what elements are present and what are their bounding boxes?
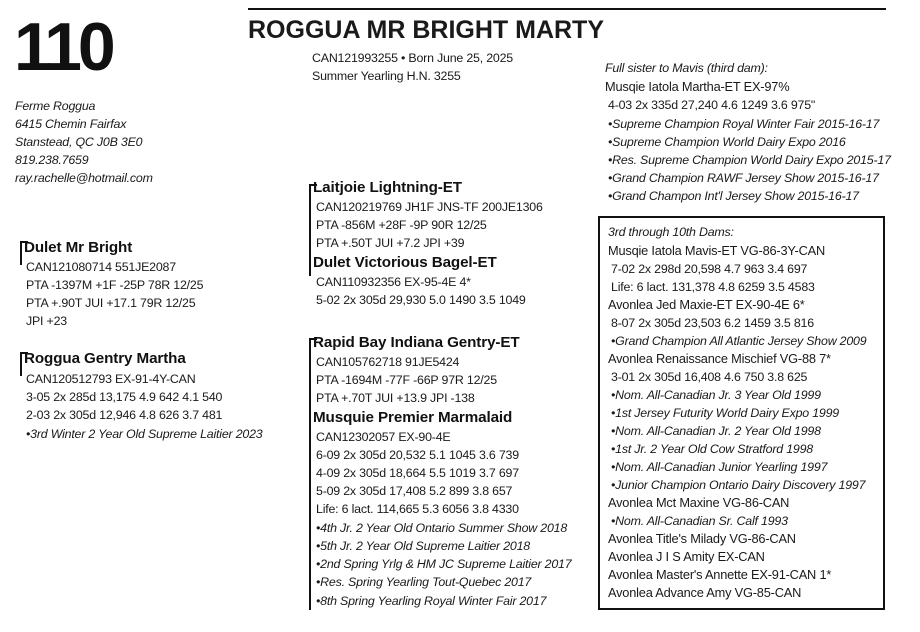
dam-entry-honor: •Grand Champion All Atlantic Jersey Show 2009 bbox=[611, 334, 867, 348]
consignor-phone: 819.238.7659 bbox=[15, 153, 89, 167]
full-sister-honor: •Supreme Champion Royal Winter Fair 2015-16-17 bbox=[608, 117, 880, 131]
dam-dam-name: Musquie Premier Marmalaid bbox=[313, 409, 513, 426]
dam-dam-line: 6-09 2x 305d 20,532 5.1 1045 3.6 739 bbox=[316, 448, 519, 462]
sire-dam-name: Dulet Victorious Bagel-ET bbox=[313, 254, 497, 271]
dam-dam-honor: •4th Jr. 2 Year Old Ontario Summer Show 2018 bbox=[316, 521, 568, 535]
dam-entry-name: Avonlea Advance Amy VG-85-CAN bbox=[608, 585, 802, 600]
sire-line: CAN121080714 551JE2087 bbox=[26, 260, 176, 274]
dam-entry-honor: •1st Jersey Futurity World Dairy Expo 1999 bbox=[611, 406, 840, 420]
full-sister-name: Musqie Iatola Martha-ET EX-97% bbox=[605, 79, 790, 94]
consignor-farm: Ferme Roggua bbox=[15, 99, 96, 113]
sire-dam-line: 5-02 2x 305d 29,930 5.0 1490 3.5 1049 bbox=[316, 293, 526, 307]
dam-sire-name: Rapid Bay Indiana Gentry-ET bbox=[313, 334, 520, 351]
consignor-street: 6415 Chemin Fairfax bbox=[15, 117, 127, 131]
dam-entry-name: Avonlea Mct Maxine VG-86-CAN bbox=[608, 495, 790, 510]
dam-line: 2-03 2x 305d 12,946 4.8 626 3.7 481 bbox=[26, 408, 223, 422]
dam-line: 3-05 2x 285d 13,175 4.9 642 4.1 540 bbox=[26, 390, 223, 404]
dam-entry-honor: •Nom. All-Canadian Jr. 3 Year Old 1999 bbox=[611, 388, 821, 402]
dam-entry-name: Avonlea J I S Amity EX-CAN bbox=[608, 549, 765, 564]
dam-entry-honor: •Nom. All-Canadian Sr. Calf 1993 bbox=[611, 514, 788, 528]
dam-dam-honor: •5th Jr. 2 Year Old Supreme Laitier 2018 bbox=[316, 539, 530, 553]
sire-sire-line: PTA +.50T JUI +7.2 JPI +39 bbox=[316, 236, 465, 250]
dam-sire-line: CAN105762718 91JE5424 bbox=[316, 355, 460, 369]
dams-box-heading: 3rd through 10th Dams: bbox=[608, 225, 734, 239]
dam-entry-honor: •1st Jr. 2 Year Old Cow Stratford 1998 bbox=[611, 442, 813, 456]
dam-entry-honor: •Junior Champion Ontario Dairy Discovery 1997 bbox=[611, 478, 866, 492]
class-line: Summer Yearling H.N. 3255 bbox=[312, 69, 461, 83]
dam-entry-name: Avonlea Jed Maxie-ET EX-90-4E 6* bbox=[608, 297, 805, 312]
dam-entry-record: 8-07 2x 305d 23,503 6.2 1459 3.5 816 bbox=[611, 316, 814, 330]
full-sister-heading: Full sister to Mavis (third dam): bbox=[605, 61, 768, 75]
sire-sire-line: PTA -856M +28F -9P 90R 12/25 bbox=[316, 218, 487, 232]
full-sister-honor: •Supreme Champion World Dairy Expo 2016 bbox=[608, 135, 846, 149]
dam-dam-line: Life: 6 lact. 114,665 5.3 6056 3.8 4330 bbox=[316, 502, 519, 516]
dam-dam-honor: •2nd Spring Yrlg & HM JC Supreme Laitier 2017 bbox=[316, 557, 572, 571]
dam-entry-name: Avonlea Title's Milady VG-86-CAN bbox=[608, 531, 796, 546]
dam-entry-honor: •Nom. All-Canadian Junior Yearling 1997 bbox=[611, 460, 828, 474]
dam-entry-honor: •Nom. All-Canadian Jr. 2 Year Old 1998 bbox=[611, 424, 821, 438]
dam-entry-record: 7-02 2x 298d 20,598 4.7 963 3.4 697 bbox=[611, 262, 808, 276]
dam-entry-record: 3-01 2x 305d 16,408 4.6 750 3.8 625 bbox=[611, 370, 808, 384]
consignor-city: Stanstead, QC J0B 3E0 bbox=[15, 135, 143, 149]
dams-box bbox=[598, 216, 885, 610]
dam-entry-name: Musqie Iatola Mavis-ET VG-86-3Y-CAN bbox=[608, 243, 826, 258]
sire-line: JPI +23 bbox=[26, 314, 67, 328]
lot-number: 110 bbox=[14, 9, 112, 85]
sire-name: Dulet Mr Bright bbox=[24, 239, 133, 256]
full-sister-honor: •Grand Champion RAWF Jersey Show 2015-16-17 bbox=[608, 171, 879, 185]
dam-dam-line: 5-09 2x 305d 17,408 5.2 899 3.8 657 bbox=[316, 484, 513, 498]
dam-dam-honor: •Res. Spring Yearling Tout-Quebec 2017 bbox=[316, 575, 532, 589]
dam-name: Roggua Gentry Martha bbox=[24, 350, 186, 367]
dam-dam-line: 4-09 2x 305d 18,664 5.5 1019 3.7 697 bbox=[316, 466, 519, 480]
dam-honor: •3rd Winter 2 Year Old Supreme Laitier 2023 bbox=[26, 427, 263, 441]
sire-line: PTA -1397M +1F -25P 78R 12/25 bbox=[26, 278, 204, 292]
dam-sire-line: PTA +.70T JUI +13.9 JPI -138 bbox=[316, 391, 475, 405]
full-sister-record: 4-03 2x 335d 27,240 4.6 1249 3.6 975" bbox=[608, 98, 816, 112]
dam-entry-name: Avonlea Renaissance Mischief VG-88 7* bbox=[608, 351, 831, 366]
dam-dam-line: CAN12302057 EX-90-4E bbox=[316, 430, 451, 444]
full-sister-honor: •Res. Supreme Champion World Dairy Expo 2015-17 bbox=[608, 153, 891, 167]
top-rule bbox=[248, 8, 886, 10]
consignor-email[interactable]: ray.rachelle@hotmail.com bbox=[15, 171, 153, 185]
sire-sire-line: CAN120219769 JH1F JNS-TF 200JE1306 bbox=[316, 200, 543, 214]
animal-name: ROGGUA MR BRIGHT MARTY bbox=[248, 16, 604, 44]
sire-dam-line: CAN110932356 EX-95-4E 4* bbox=[316, 275, 471, 289]
dam-line: CAN120512793 EX-91-4Y-CAN bbox=[26, 372, 196, 386]
registration-line: CAN121993255 • Born June 25, 2025 bbox=[312, 51, 513, 65]
dam-entry-record: Life: 6 lact. 131,378 4.8 6259 3.5 4583 bbox=[611, 280, 815, 294]
sire-line: PTA +.90T JUI +17.1 79R 12/25 bbox=[26, 296, 196, 310]
dam-entry-name: Avonlea Master's Annette EX-91-CAN 1* bbox=[608, 567, 832, 582]
sire-sire-name: Laitjoie Lightning-ET bbox=[313, 179, 462, 196]
full-sister-honor: •Grand Champon Int'l Jersey Show 2015-16-17 bbox=[608, 189, 859, 203]
dam-dam-honor: •8th Spring Yearling Royal Winter Fair 2017 bbox=[316, 594, 547, 608]
dam-sire-line: PTA -1694M -77F -66P 97R 12/25 bbox=[316, 373, 497, 387]
